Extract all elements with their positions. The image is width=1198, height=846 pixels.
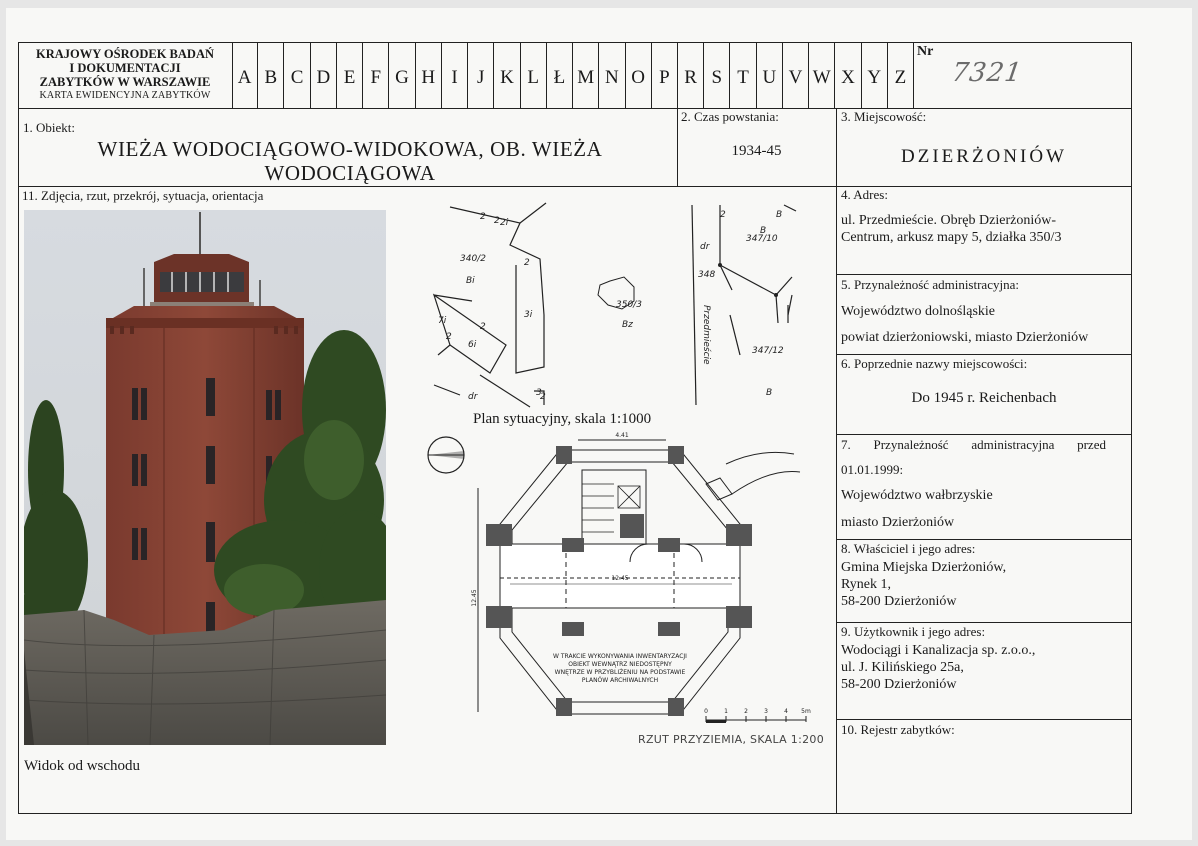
nr-label: Nr — [917, 44, 934, 59]
owner-line3: 58-200 Dzierżoniów — [841, 594, 957, 609]
index-letter: C — [283, 43, 309, 108]
owner-divider — [836, 622, 1132, 623]
scale-5: 5m — [801, 708, 811, 715]
institution-line1: KRAJOWY OŚRODEK BADAŃ — [35, 47, 215, 61]
user-label: 9. Użytkownik i jego adres: — [841, 624, 986, 639]
address-line1: ul. Przedmieście. Obręb Dzierżoniów- — [841, 213, 1056, 228]
photos-label: 11. Zdjęcia, rzut, przekrój, sytuacja, orientacja — [22, 188, 264, 203]
index-letter: I — [441, 43, 467, 108]
object-value-line2: WODOCIĄGOWA — [264, 161, 436, 185]
address-label: 4. Adres: — [841, 187, 888, 202]
owner-line1: Gmina Miejska Dzierżoniów, — [841, 560, 1007, 575]
card-type: KARTA EWIDENCYJNA ZABYTKÓW — [39, 90, 211, 101]
mark-i: 3 — [536, 388, 542, 398]
parcel-7i: 7i — [438, 316, 447, 326]
prev-names-label: 6. Poprzednie nazwy miejscowości: — [841, 356, 1028, 371]
right-col-divider — [836, 108, 837, 814]
index-letter: F — [362, 43, 388, 108]
admin-before-label-line1: 7. Przynależność administracyjna przed — [841, 437, 1106, 452]
owner-line2: Rynek 1, — [841, 577, 891, 592]
dim-mid: 12.45 — [611, 575, 629, 582]
institution-line3: ZABYTKÓW W WARSZAWIE — [39, 75, 211, 89]
index-letter: W — [808, 43, 834, 108]
mark-g: 2 — [720, 210, 726, 220]
parcel-348: 348 — [698, 270, 716, 280]
mark-f: 2 — [446, 332, 452, 342]
index-letter: K — [493, 43, 519, 108]
street-name: Przedmieście — [701, 305, 711, 365]
parcel-3i: 3i — [524, 310, 533, 320]
place-value: DZIERŻONIÓW — [901, 146, 1067, 167]
object-value-line1: WIEŻA WODOCIĄGOWO-WIDOKOWA, OB. WIEŻA — [97, 137, 603, 161]
index-letter: O — [625, 43, 651, 108]
index-letter: Z — [887, 43, 913, 108]
mark-j: B — [776, 210, 783, 220]
parcel-b-2: B — [760, 226, 767, 236]
scale-4: 4 — [784, 708, 788, 715]
admin-before-line2: miasto Dzierżoniów — [841, 515, 955, 530]
owner-value — [841, 559, 1006, 610]
parcel-347-12: 347/12 — [752, 346, 784, 356]
scale-3: 3 — [764, 708, 768, 715]
admin-before-divider — [836, 539, 1132, 540]
admin-label: 5. Przynależność administracyjna: — [841, 277, 1019, 292]
site-plan — [420, 195, 820, 425]
index-letter: R — [677, 43, 703, 108]
admin-before-line1: Województwo wałbrzyskie — [841, 488, 993, 503]
index-letter: M — [572, 43, 598, 108]
institution-line2: I DOKUMENTACJI — [69, 61, 181, 75]
index-letter: A — [237, 66, 252, 88]
parcel-bz: Bz — [622, 320, 633, 330]
object-value — [40, 137, 660, 185]
mark-b: 2 — [494, 216, 500, 226]
user-divider — [836, 719, 1132, 720]
user-line2: ul. J. Kilińskiego 25a, — [841, 660, 964, 675]
register-label: 10. Rejestr zabytków: — [841, 722, 955, 737]
index-letter: H — [415, 43, 441, 108]
index-letter: B — [257, 43, 283, 108]
prev-names-value: Do 1945 r. Reichenbach — [911, 390, 1057, 406]
admin-divider — [836, 354, 1132, 355]
index-letter: Ł — [546, 43, 572, 108]
parcel-350-3: 350/3 — [616, 300, 642, 310]
index-letter: D — [310, 43, 336, 108]
admin-line1: Województwo dolnośląskie — [841, 304, 996, 319]
index-letter: G — [388, 43, 414, 108]
parcel-347-10: 347/10 — [746, 234, 778, 244]
index-letter: V — [782, 43, 808, 108]
index-letter: S — [703, 43, 729, 108]
time-label: 2. Czas powstania: — [681, 109, 779, 124]
north-arrow-icon — [424, 435, 468, 475]
index-letter: U — [756, 43, 782, 108]
note-line4: PLANÓW ARCHIWALNYCH — [581, 677, 659, 684]
index-letter: N — [598, 43, 624, 108]
owner-label: 8. Właściciel i jego adres: — [841, 541, 976, 556]
nr-handwritten: 7321 — [949, 58, 1025, 88]
address-value — [841, 212, 1131, 246]
note-line3: WNĘTRZE W PRZYBLIŻENIU NA PODSTAWIE — [554, 669, 686, 676]
time-value: 1934-45 — [731, 143, 782, 159]
mark-e: 2 — [480, 322, 486, 332]
dim-top: 4.41 — [615, 432, 629, 439]
index-letter: L — [520, 43, 546, 108]
row1-divider — [18, 186, 1132, 187]
index-letter: E — [336, 43, 362, 108]
scale-0: 0 — [704, 708, 708, 715]
index-letter: Y — [861, 43, 887, 108]
place-label: 3. Miejscowość: — [841, 109, 927, 124]
user-line3: 58-200 Dzierżoniów — [841, 677, 957, 692]
tower-photo-drawing — [24, 210, 386, 745]
dim-side: 12.45 — [471, 589, 478, 607]
scale-1: 1 — [724, 708, 728, 715]
mark-h: 2 — [540, 392, 546, 402]
note-line1: W TRAKCIE WYKONYWANIA INWENTARYZACJI — [553, 653, 687, 660]
address-line2: Centrum, arkusz mapy 5, działka 350/3 — [841, 230, 1062, 245]
mark-d: 2 — [524, 258, 530, 268]
index-letter: P — [651, 43, 677, 108]
parcel-dr-2: dr — [700, 242, 710, 252]
index-letter: X — [834, 43, 860, 108]
photo-caption: Widok od wschodu — [24, 758, 141, 774]
nr-col-divider — [913, 42, 914, 108]
floor-plan-caption: RZUT PRZYZIEMIA, SKALA 1:200 — [638, 733, 824, 746]
mark-c: 2i — [500, 218, 509, 228]
site-plan-caption: Plan sytuacyjny, skala 1:1000 — [473, 411, 652, 427]
index-letter: J — [467, 43, 493, 108]
parcel-6i: 6i — [468, 340, 477, 350]
object-label: 1. Obiekt: — [23, 120, 75, 135]
prev-divider — [836, 434, 1132, 435]
parcel-bi: Bi — [466, 276, 475, 286]
scale-2: 2 — [744, 708, 748, 715]
addr-divider — [836, 274, 1132, 275]
mark-a: 2 — [480, 212, 486, 222]
header-divider — [18, 108, 1132, 109]
parcel-340-2: 340/2 — [460, 254, 486, 264]
tower-photo — [24, 210, 386, 745]
index-letter: T — [729, 43, 755, 108]
admin-before-label-line2: 01.01.1999: — [841, 462, 904, 477]
parcel-b-1: B — [766, 388, 773, 398]
note-line2: OBIEKT WEWNĄTRZ NIEDOSTĘPNY — [568, 661, 672, 668]
floor-plan — [470, 428, 830, 748]
admin-line2: powiat dzierżoniowski, miasto Dzierżoniów — [841, 330, 1089, 345]
institution-block — [19, 43, 231, 108]
index-letters — [232, 43, 913, 108]
user-value — [841, 642, 1035, 693]
user-line1: Wodociągi i Kanalizacja sp. z.o.o., — [841, 643, 1036, 658]
parcel-dr-1: dr — [468, 392, 478, 402]
